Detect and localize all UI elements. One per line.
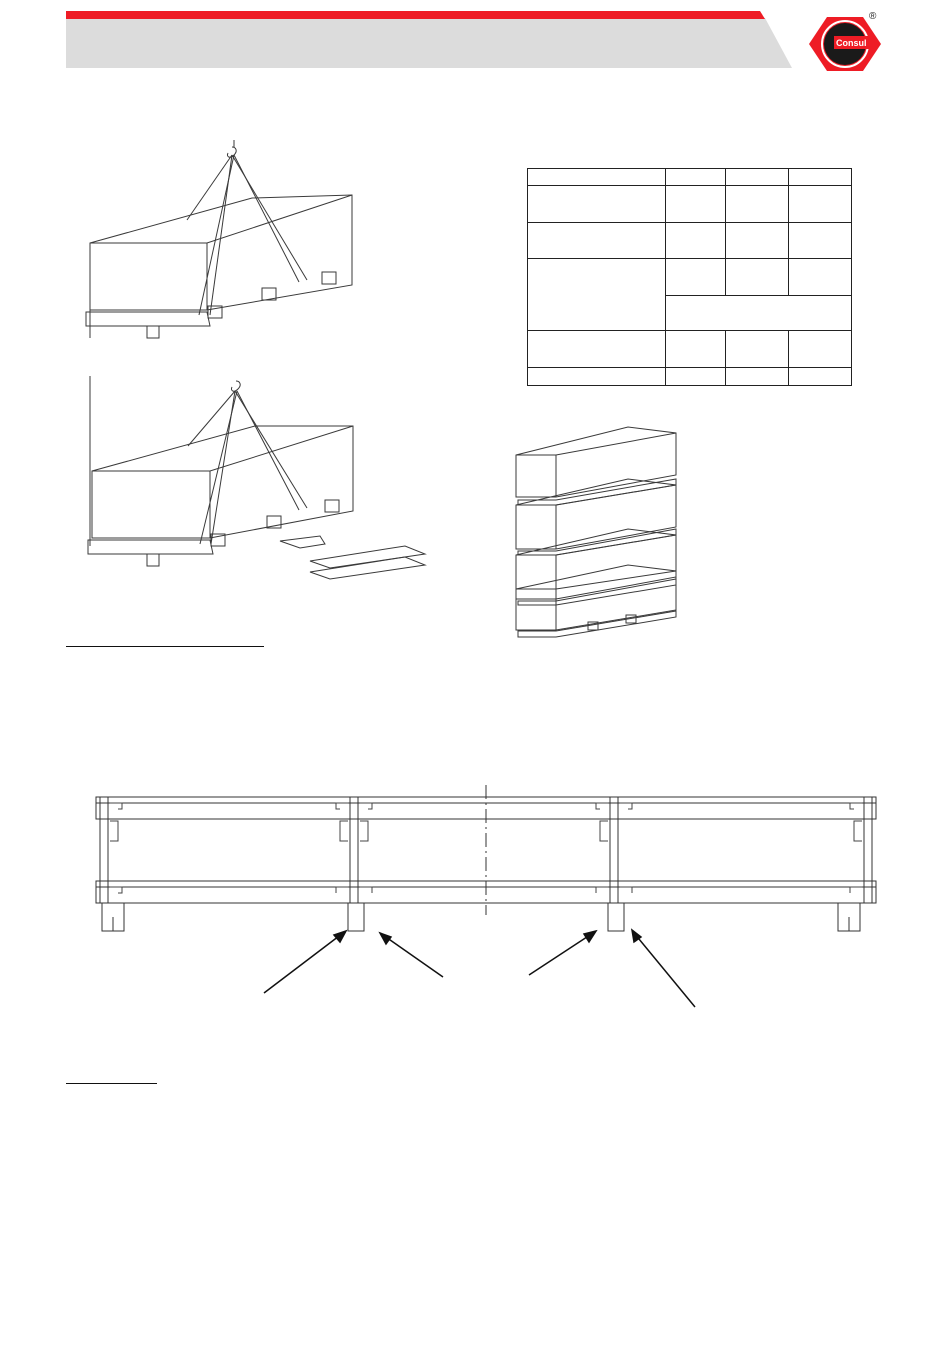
arrow-icon [529, 933, 593, 975]
table-cell [666, 367, 726, 385]
pallet-foot [608, 903, 624, 931]
logo-wordmark: Consul [836, 38, 867, 48]
crane-hook-icon [231, 381, 240, 391]
table-cell [789, 330, 852, 367]
table-cell [666, 330, 726, 367]
table-cell [666, 186, 726, 223]
forklift-illustration [85, 376, 430, 588]
header-red-stripe [66, 11, 765, 19]
table-cell [789, 223, 852, 259]
page-header [0, 0, 950, 80]
table-cell [528, 223, 666, 259]
table-cell [666, 169, 726, 186]
table-cell [528, 186, 666, 223]
crane-lift-illustration [82, 140, 367, 345]
table-cell [726, 223, 789, 259]
table-cell [666, 295, 852, 330]
table-cell [726, 259, 789, 295]
table-row [528, 223, 852, 259]
section-heading-underline [66, 1083, 157, 1084]
table-cell [666, 223, 726, 259]
table-row [528, 186, 852, 223]
spec-table [527, 168, 852, 386]
stacking-illustration [508, 405, 683, 645]
table-cell [726, 186, 789, 223]
fork-tine [310, 557, 425, 579]
table-cell [726, 330, 789, 367]
pallet-technical-drawing [88, 785, 883, 1015]
table-cell [528, 169, 666, 186]
table-cell [528, 259, 666, 330]
arrow-icon [280, 536, 325, 548]
table-cell [789, 169, 852, 186]
fork-tine [310, 546, 425, 568]
pallet-foot [348, 903, 364, 931]
table-row [528, 367, 852, 385]
table-cell [789, 367, 852, 385]
table-row [528, 169, 852, 186]
table-cell [528, 367, 666, 385]
arrow-icon [634, 933, 695, 1007]
table-cell [789, 259, 852, 295]
header-grey-band [66, 18, 792, 68]
table-row [528, 330, 852, 367]
arrow-icon [264, 933, 343, 993]
table-row [528, 259, 852, 295]
registered-mark: ® [869, 11, 877, 22]
table-cell [726, 169, 789, 186]
table-cell [726, 367, 789, 385]
arrow-icon [383, 935, 443, 977]
table-cell [789, 186, 852, 223]
table-cell [528, 330, 666, 367]
table-cell [666, 259, 726, 295]
stacked-crate [516, 427, 676, 505]
section-heading-underline [66, 646, 264, 647]
stacked-crate [516, 479, 676, 555]
stacked-crate [516, 529, 676, 605]
consul-logo [809, 11, 881, 71]
